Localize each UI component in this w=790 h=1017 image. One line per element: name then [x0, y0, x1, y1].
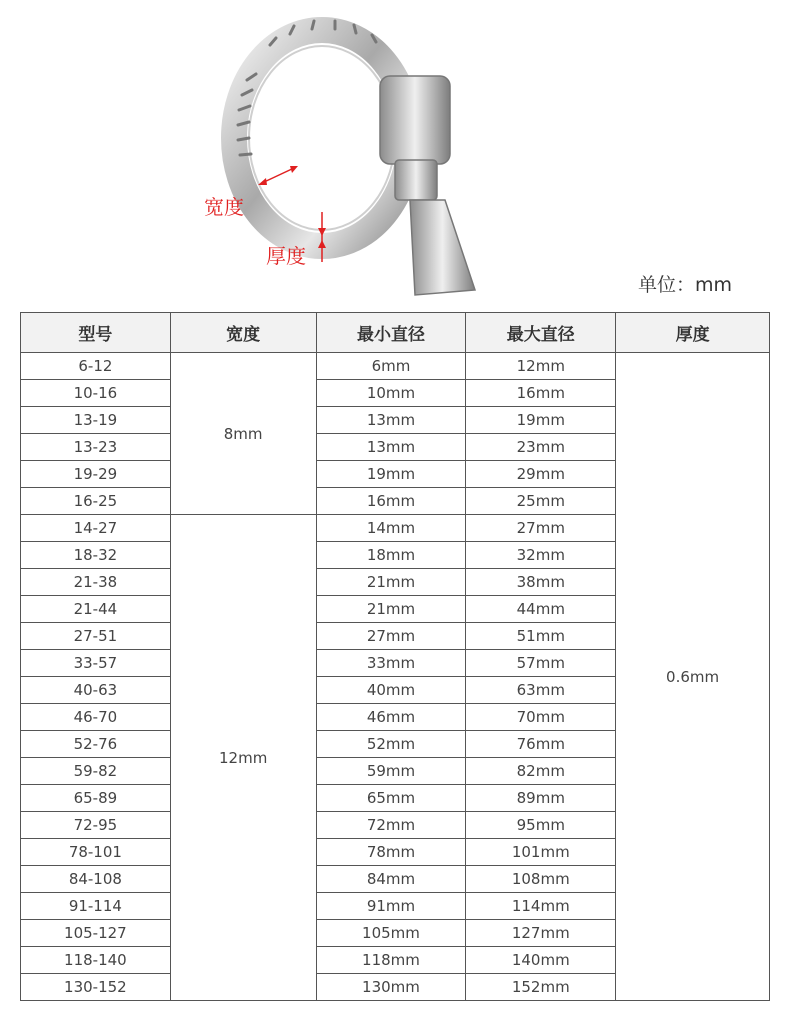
cell-model: 118-140: [21, 947, 171, 974]
cell-min-diameter: 46mm: [316, 704, 466, 731]
cell-max-diameter: 57mm: [466, 650, 616, 677]
cell-max-diameter: 25mm: [466, 488, 616, 515]
cell-min-diameter: 16mm: [316, 488, 466, 515]
cell-max-diameter: 51mm: [466, 623, 616, 650]
product-image: [0, 0, 790, 300]
cell-min-diameter: 118mm: [316, 947, 466, 974]
header-max-diameter: 最大直径: [466, 313, 616, 353]
cell-min-diameter: 84mm: [316, 866, 466, 893]
spec-table: [20, 312, 770, 1001]
cell-min-diameter: 10mm: [316, 380, 466, 407]
header-width: 宽度: [170, 313, 316, 353]
cell-max-diameter: 127mm: [466, 920, 616, 947]
header-min-diameter: 最小直径: [316, 313, 466, 353]
cell-model: 130-152: [21, 974, 171, 1001]
cell-min-diameter: 14mm: [316, 515, 466, 542]
cell-max-diameter: 27mm: [466, 515, 616, 542]
cell-min-diameter: 27mm: [316, 623, 466, 650]
cell-model: 10-16: [21, 380, 171, 407]
cell-max-diameter: 19mm: [466, 407, 616, 434]
cell-min-diameter: 13mm: [316, 407, 466, 434]
cell-model: 65-89: [21, 785, 171, 812]
cell-max-diameter: 44mm: [466, 596, 616, 623]
cell-model: 105-127: [21, 920, 171, 947]
unit-note: 单位：mm: [637, 274, 732, 296]
cell-min-diameter: 13mm: [316, 434, 466, 461]
cell-model: 33-57: [21, 650, 171, 677]
cell-max-diameter: 12mm: [466, 353, 616, 380]
cell-model: 46-70: [21, 704, 171, 731]
cell-max-diameter: 89mm: [466, 785, 616, 812]
cell-min-diameter: 6mm: [316, 353, 466, 380]
cell-max-diameter: 29mm: [466, 461, 616, 488]
cell-model: 18-32: [21, 542, 171, 569]
cell-model: 72-95: [21, 812, 171, 839]
cell-model: 13-23: [21, 434, 171, 461]
cell-min-diameter: 18mm: [316, 542, 466, 569]
hose-clamp-illustration: [0, 0, 790, 300]
cell-min-diameter: 59mm: [316, 758, 466, 785]
cell-max-diameter: 152mm: [466, 974, 616, 1001]
cell-max-diameter: 23mm: [466, 434, 616, 461]
cell-max-diameter: 101mm: [466, 839, 616, 866]
cell-model: 21-38: [21, 569, 171, 596]
cell-max-diameter: 16mm: [466, 380, 616, 407]
cell-min-diameter: 52mm: [316, 731, 466, 758]
cell-max-diameter: 32mm: [466, 542, 616, 569]
width-label: 宽度: [204, 195, 244, 219]
cell-min-diameter: 19mm: [316, 461, 466, 488]
cell-thickness: 0.6mm: [616, 353, 770, 1001]
cell-model: 59-82: [21, 758, 171, 785]
cell-min-diameter: 72mm: [316, 812, 466, 839]
cell-model: 16-25: [21, 488, 171, 515]
thickness-label: 厚度: [266, 244, 306, 268]
cell-width: 12mm: [170, 515, 316, 1001]
cell-min-diameter: 105mm: [316, 920, 466, 947]
cell-max-diameter: 63mm: [466, 677, 616, 704]
cell-model: 91-114: [21, 893, 171, 920]
cell-model: 6-12: [21, 353, 171, 380]
cell-max-diameter: 38mm: [466, 569, 616, 596]
cell-max-diameter: 70mm: [466, 704, 616, 731]
cell-model: 13-19: [21, 407, 171, 434]
cell-model: 40-63: [21, 677, 171, 704]
cell-max-diameter: 108mm: [466, 866, 616, 893]
cell-max-diameter: 114mm: [466, 893, 616, 920]
cell-min-diameter: 65mm: [316, 785, 466, 812]
table-header-row: [21, 313, 770, 353]
cell-min-diameter: 21mm: [316, 596, 466, 623]
cell-model: 84-108: [21, 866, 171, 893]
cell-model: 21-44: [21, 596, 171, 623]
cell-model: 14-27: [21, 515, 171, 542]
cell-max-diameter: 140mm: [466, 947, 616, 974]
cell-min-diameter: 21mm: [316, 569, 466, 596]
cell-max-diameter: 82mm: [466, 758, 616, 785]
header-model: 型号: [21, 313, 171, 353]
cell-model: 52-76: [21, 731, 171, 758]
cell-min-diameter: 40mm: [316, 677, 466, 704]
cell-min-diameter: 78mm: [316, 839, 466, 866]
table-row: [21, 353, 770, 380]
cell-max-diameter: 95mm: [466, 812, 616, 839]
cell-min-diameter: 91mm: [316, 893, 466, 920]
cell-width: 8mm: [170, 353, 316, 515]
cell-min-diameter: 130mm: [316, 974, 466, 1001]
cell-max-diameter: 76mm: [466, 731, 616, 758]
cell-model: 19-29: [21, 461, 171, 488]
cell-model: 27-51: [21, 623, 171, 650]
cell-model: 78-101: [21, 839, 171, 866]
cell-min-diameter: 33mm: [316, 650, 466, 677]
header-thickness: 厚度: [616, 313, 770, 353]
table-body: [21, 353, 770, 1001]
